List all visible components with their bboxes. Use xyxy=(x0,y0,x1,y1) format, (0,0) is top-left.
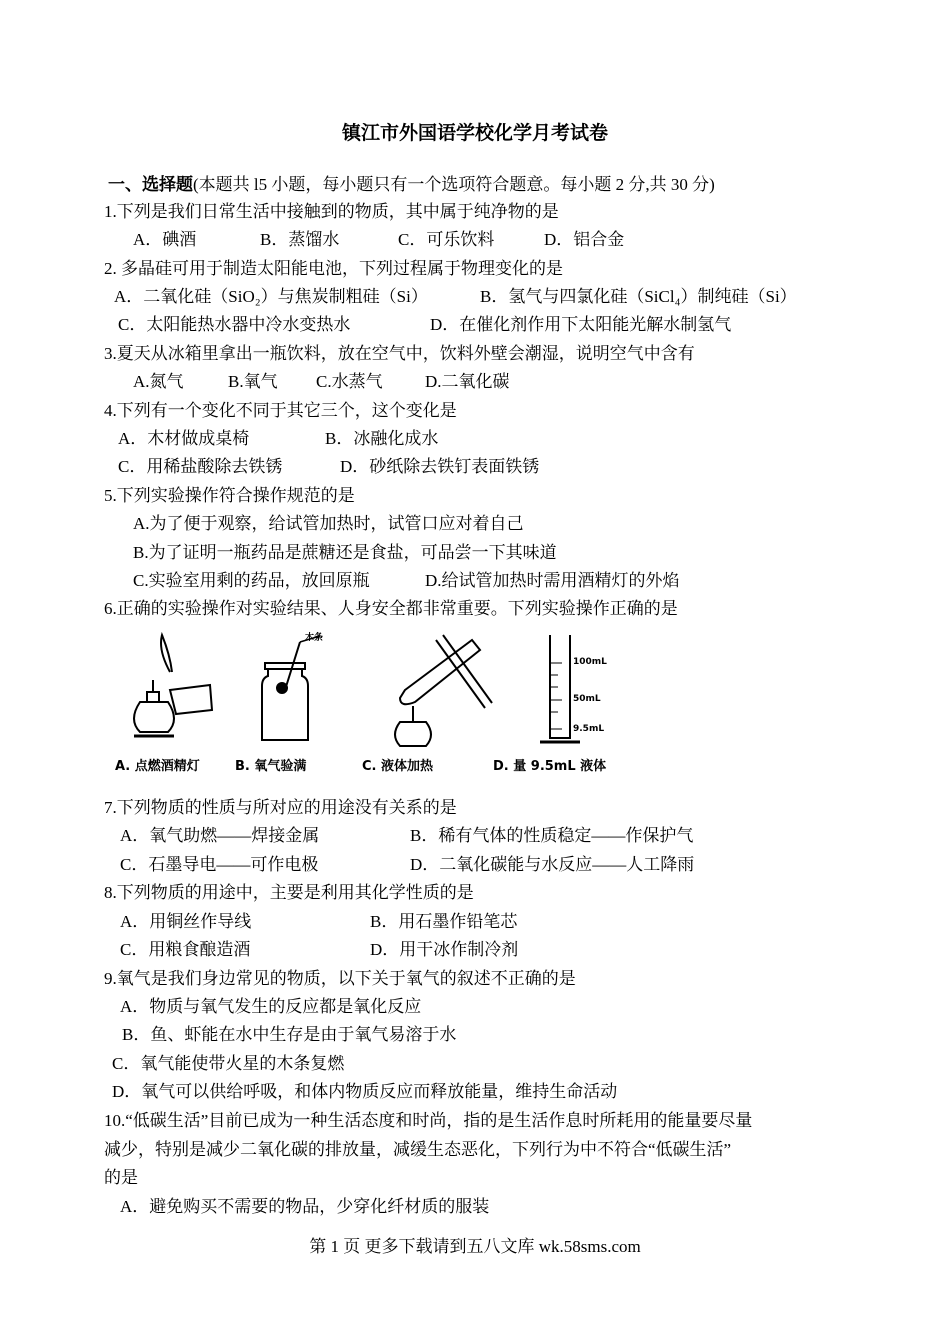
q4-option-a: A．木材做成桌椅 xyxy=(118,429,250,448)
mark-9-5ml: 9.5mL xyxy=(573,724,605,734)
mark-100ml: 100mL xyxy=(573,657,607,667)
question-7-stem: 7.下列物质的性质与所对应的用途没有关系的是 xyxy=(104,798,457,817)
q4-option-c: C．用稀盐酸除去铁锈 xyxy=(118,457,283,476)
q1-option-a: A．碘酒 xyxy=(133,230,197,249)
page-title: 镇江市外国语学校化学月考试卷 xyxy=(341,123,608,144)
q7-option-a: A．氧气助燃——焊接金属 xyxy=(120,826,320,845)
q7-option-b: B．稀有气体的性质稳定——作保护气 xyxy=(410,826,694,845)
q9-option-c: C．氧气能使带火星的木条复燃 xyxy=(112,1054,345,1073)
figure-label-b: B. 氧气验满 xyxy=(235,759,307,774)
q2-option-c: C．太阳能热水器中冷水变热水 xyxy=(118,315,351,334)
figure-label-a: A. 点燃酒精灯 xyxy=(115,759,200,774)
question-9-stem: 9.氧气是我们身边常见的物质，以下关于氧气的叙述不正确的是 xyxy=(104,969,576,988)
question-10-stem-line-1: 10.“低碳生活”目前已成为一种生活态度和时尚，指的是生活作息时所耗用的能量要尽量 xyxy=(104,1111,753,1130)
q4-option-b: B．冰融化成水 xyxy=(325,429,439,448)
q2-option-a: A．二氧化硅（SiO₂）与焦炭制粗硅（Si） xyxy=(114,287,428,306)
question-1-stem: 1.下列是我们日常生活中接触到的物质，其中属于纯净物的是 xyxy=(104,202,559,221)
q9-option-d: D．氧气可以供给呼吸，和体内物质反应而释放能量，维持生命活动 xyxy=(112,1082,618,1101)
q4-option-d: D．砂纸除去铁钉表面铁锈 xyxy=(340,457,540,476)
lab-apparatus-illustration xyxy=(100,630,660,755)
question-3-stem: 3.夏天从冰箱里拿出一瓶饮料，放在空气中，饮料外壁会潮湿，说明空气中含有 xyxy=(104,344,695,363)
q3-option-c: C.水蒸气 xyxy=(316,372,383,391)
question-10-stem-line-2: 减少，特别是减少二氧化碳的排放量，减缓生态恶化，下列行为中不符合“低碳生活” xyxy=(104,1140,732,1159)
figure-label-d: D. 量 9.5mL 液体 xyxy=(493,759,607,774)
q6-figure xyxy=(100,630,660,780)
question-4-stem: 4.下列有一个变化不同于其它三个，这个变化是 xyxy=(104,401,457,420)
q2-option-b: B．氢气与四氯化硅（SiCl₄）制纯硅（Si） xyxy=(480,287,797,306)
gas-bottle-icon xyxy=(262,636,320,740)
question-2-stem: 2. 多晶硅可用于制造太阳能电池，下列过程属于物理变化的是 xyxy=(104,259,563,278)
q9-option-a: A．物质与氧气发生的反应都是氧化反应 xyxy=(120,997,422,1016)
question-6-stem: 6.正确的实验操作对实验结果、人身安全都非常重要。下列实验操作正确的是 xyxy=(104,599,678,618)
q3-option-b: B.氧气 xyxy=(228,372,278,391)
section-header xyxy=(108,175,715,195)
q5-option-b: B.为了证明一瓶药品是蔗糖还是食盐，可品尝一下其味道 xyxy=(133,543,557,562)
q3-option-a: A.氮气 xyxy=(133,372,184,391)
test-tube-heating-icon xyxy=(395,635,492,746)
q3-option-d: D.二氧化碳 xyxy=(425,372,510,391)
q1-option-b: B．蒸馏水 xyxy=(260,230,340,249)
page-footer: 第 1 页 更多下载请到五八文库 wk.58sms.com xyxy=(309,1237,641,1256)
q7-option-d: D．二氧化碳能与水反应——人工降雨 xyxy=(410,855,695,874)
section-note: (本题共 l5 小题，每小题只有一个选项符合题意。每小题 2 分,共 30 分) xyxy=(193,175,715,194)
q1-option-d: D．铝合金 xyxy=(544,230,625,249)
q8-option-b: B．用石墨作铅笔芯 xyxy=(370,912,518,931)
q7-option-c: C．石墨导电——可作电极 xyxy=(120,855,319,874)
question-8-stem: 8.下列物质的用途中，主要是利用其化学性质的是 xyxy=(104,883,474,902)
stick-label: 木条 xyxy=(305,633,324,643)
q8-option-c: C．用粮食酿造酒 xyxy=(120,940,251,959)
figure-label-c: C. 液体加热 xyxy=(362,759,434,774)
alcohol-lamp-icon xyxy=(134,635,212,736)
q5-option-c: C.实验室用剩的药品，放回原瓶 xyxy=(133,571,370,590)
q8-option-a: A．用铜丝作导线 xyxy=(120,912,252,931)
question-10-stem-line-3: 的是 xyxy=(104,1168,138,1187)
q8-option-d: D．用干冰作制冷剂 xyxy=(370,940,519,959)
q1-option-c: C．可乐饮料 xyxy=(398,230,495,249)
q10-option-a: A．避免购买不需要的物品，少穿化纤材质的服装 xyxy=(120,1197,490,1216)
q5-option-d: D.给试管加热时需用酒精灯的外焰 xyxy=(425,571,680,590)
q9-option-b: B．鱼、虾能在水中生存是由于氧气易溶于水 xyxy=(122,1025,457,1044)
question-5-stem: 5.下列实验操作符合操作规范的是 xyxy=(104,486,355,505)
q2-option-d: D．在催化剂作用下太阳能光解水制氢气 xyxy=(430,315,732,334)
q5-option-a: A.为了便于观察，给试管加热时，试管口应对着自己 xyxy=(133,514,524,533)
section-heading: 一、选择题 xyxy=(108,175,193,194)
mark-50ml: 50mL xyxy=(573,694,601,704)
